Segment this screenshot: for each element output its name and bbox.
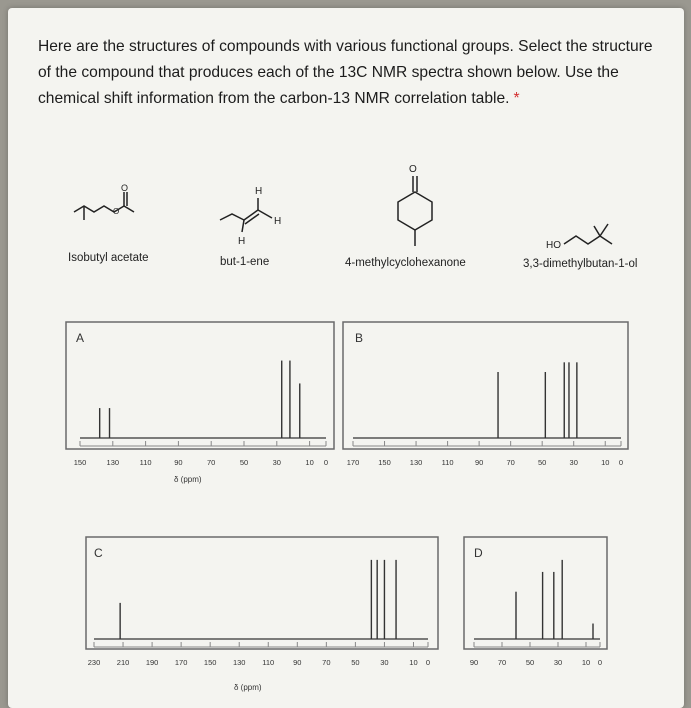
tick-label: 50 — [538, 458, 547, 467]
tick-label: 110 — [139, 458, 152, 467]
tick-label: 210 — [116, 658, 130, 667]
tick-label: 90 — [293, 658, 302, 667]
spectrum-label: C — [94, 546, 103, 560]
tick-label: 170 — [174, 658, 188, 667]
structure-isobutyl-acetate — [68, 184, 168, 234]
tick-label: 30 — [272, 458, 281, 467]
atom-label-ho: HO — [546, 240, 561, 251]
tick-label: 0 — [425, 658, 431, 667]
tick-label: 90 — [174, 458, 183, 467]
compound-name: but-1-ene — [220, 256, 270, 268]
tick-label: 70 — [207, 458, 216, 467]
spectrum-label: B — [355, 331, 364, 345]
spectrum-frame — [343, 322, 628, 449]
tick-label: 130 — [232, 658, 246, 667]
spectrum-label: A — [76, 331, 85, 345]
tick-label: 70 — [497, 658, 507, 667]
atom-label-h: H — [274, 216, 282, 227]
tick-label: 10 — [409, 658, 418, 667]
tick-label: 150 — [203, 658, 217, 667]
structure-3-3-dimethylbutan-1-ol — [546, 220, 636, 260]
tick-label: 170 — [346, 458, 360, 467]
tick-label: 90 — [469, 658, 479, 667]
nmr-spectrum-c — [84, 535, 444, 700]
svg-text:O: O — [113, 207, 120, 216]
nmr-spectrum-b — [341, 320, 633, 482]
tick-label: 110 — [441, 458, 454, 467]
tick-label: 130 — [106, 458, 120, 467]
question-text: Here are the structures of compounds with various functional groups. Select the structure of the compound that produces each of the 13C NMR spectra shown below. Use the chemical shift information from the carbon-13 NMR correlation table. — [38, 38, 653, 107]
tick-label: 0 — [618, 458, 624, 467]
tick-label: 150 — [378, 458, 391, 467]
atom-label-h: H — [255, 186, 263, 197]
svg-text:O: O — [121, 184, 129, 193]
tick-label: 0 — [323, 458, 329, 467]
tick-label: 50 — [239, 458, 249, 467]
structure-but-1-ene — [212, 182, 292, 244]
tick-label: 150 — [73, 458, 87, 467]
tick-label: 130 — [409, 458, 423, 467]
tick-label: 10 — [581, 658, 591, 667]
compound-name: 3,3-dimethylbutan-1-ol — [523, 258, 638, 270]
question-prompt — [38, 34, 668, 112]
tick-label: 90 — [474, 458, 484, 467]
tick-label: 10 — [601, 458, 610, 467]
spectrum-frame — [66, 322, 334, 449]
compound-name: 4-methylcyclohexanone — [345, 257, 466, 269]
atom-label-o: O — [409, 164, 417, 175]
spectrum-frame — [86, 537, 438, 649]
structure-4-methylcyclohexanone — [390, 162, 440, 254]
tick-label: 30 — [553, 658, 563, 667]
tick-label: 110 — [262, 658, 275, 667]
spectrum-label: D — [474, 546, 483, 560]
spectrum-frame — [464, 537, 607, 649]
tick-label: 230 — [87, 658, 101, 667]
compound-name: Isobutyl acetate — [68, 252, 149, 264]
tick-label: 70 — [506, 458, 515, 467]
required-asterisk: * — [513, 90, 520, 107]
tick-label: 30 — [380, 658, 389, 667]
tick-label: 190 — [145, 658, 159, 667]
nmr-spectrum-a — [64, 320, 338, 492]
tick-label: 0 — [597, 658, 603, 667]
nmr-spectrum-d — [462, 535, 612, 685]
axis-label: δ (ppm) — [234, 683, 262, 692]
tick-label: 50 — [525, 658, 535, 667]
axis-label: δ (ppm) — [174, 475, 202, 484]
tick-label: 50 — [351, 658, 360, 667]
tick-label: 30 — [569, 458, 578, 467]
atom-label-h: H — [238, 236, 246, 244]
tick-label: 10 — [305, 458, 314, 467]
tick-label: 70 — [322, 658, 331, 667]
